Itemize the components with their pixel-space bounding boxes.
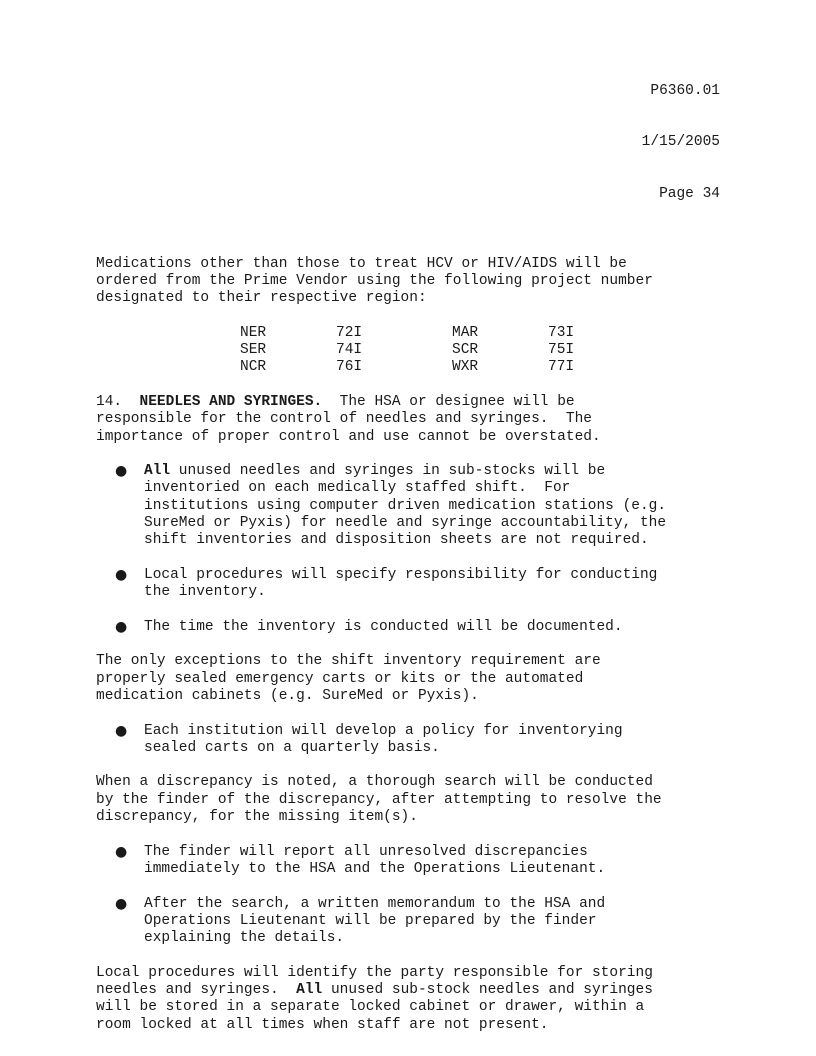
list-item: [96, 463, 736, 549]
section-14-paragraph: [96, 394, 736, 446]
table-row: [240, 325, 608, 342]
document-date: 1/15/2005: [641, 134, 720, 151]
emphasis-all: All: [296, 982, 323, 999]
discrepancy-paragraph: When a discrepancy is noted, a thorough search will be conducted by the finder of the discrepancy, after attempting to resolve the discrepancy, for the missing item(s).: [96, 774, 662, 826]
sealed-carts-bullet-list: [96, 723, 736, 758]
list-item-text: unused needles and syringes in sub-stocks will be inventoried on each medically staffed shift. For institutions using computer driven medication stations (e.g. SureMed or Pyxis) for needle and syringe accountability, the shift inventories and disposition sheets are not required.: [144, 463, 667, 549]
emphasis-all: All: [144, 463, 171, 480]
document-number: P6360.01: [650, 82, 720, 99]
exceptions-paragraph: The only exceptions to the shift inventory requirement are properly sealed emergency carts or kits or the automated medication cabinets (e.g. SureMed or Pyxis).: [96, 653, 601, 704]
bullet-icon: ●: [115, 895, 128, 912]
bullet-icon: ●: [115, 722, 128, 739]
table-row: [240, 342, 608, 359]
page-header: [96, 48, 720, 238]
code-cell: 76I: [336, 359, 363, 376]
region-codes-table: [240, 325, 608, 377]
code-cell: 77I: [548, 359, 575, 376]
list-item-text: Local procedures will specify responsibility for conducting the inventory.: [144, 566, 658, 601]
region-cell: NER: [240, 324, 267, 341]
discrepancy-bullet-list: [96, 844, 736, 948]
code-cell: 72I: [336, 324, 363, 341]
section-heading: NEEDLES AND SYRINGES.: [139, 393, 323, 410]
list-item-text: Each institution will develop a policy for inventorying sealed carts on a quarterly basis.: [144, 722, 623, 756]
list-item-text: The finder will report all unresolved discrepancies immediately to the HSA and the Operations Lieutenant.: [144, 843, 606, 877]
region-cell: NCR: [240, 359, 267, 376]
region-cell: SER: [240, 342, 267, 359]
section-text: responsible for the control of needles and syringes. The importance of proper control and use cannot be overstated.: [96, 411, 601, 445]
code-cell: 75I: [548, 342, 575, 359]
list-item: [96, 844, 736, 879]
bullet-icon: ●: [115, 618, 128, 635]
region-cell: WXR: [452, 359, 479, 376]
code-cell: 73I: [548, 324, 575, 341]
list-item: [96, 896, 736, 948]
list-item-text: The time the inventory is conducted will be documented.: [144, 618, 623, 635]
code-cell: 74I: [336, 342, 363, 359]
page-number: Page 34: [659, 186, 720, 203]
bullet-icon: ●: [115, 566, 128, 583]
storage-text-after: unused sub-stock needles and syringes will be stored in a separate locked cabinet or drawer, within a room locked at all times when staff are not present.: [96, 982, 653, 1033]
section-text-line1: The HSA or designee will be: [322, 393, 575, 410]
section-number: 14.: [96, 393, 123, 410]
storage-text-before: Local procedures will identify the party responsible for storing needles and syringes.: [96, 964, 653, 999]
bullet-icon: ●: [115, 463, 128, 480]
document-page: [96, 48, 736, 1034]
region-cell: SCR: [452, 342, 479, 359]
list-item: [96, 619, 736, 636]
bullet-icon: ●: [115, 843, 128, 860]
intro-paragraph: Medications other than those to treat HCV or HIV/AIDS will be ordered from the Prime Vendor using the following project number designated to their respective region:: [96, 255, 653, 307]
inventory-bullet-list: [96, 463, 736, 636]
table-row: [240, 359, 608, 376]
list-item: [96, 723, 736, 758]
list-item-text: After the search, a written memorandum to the HSA and Operations Lieutenant will be prepared by the finder explaining the details.: [144, 895, 606, 947]
list-item: [96, 567, 736, 602]
region-cell: MAR: [452, 324, 479, 341]
storage-paragraph: [96, 965, 736, 1034]
